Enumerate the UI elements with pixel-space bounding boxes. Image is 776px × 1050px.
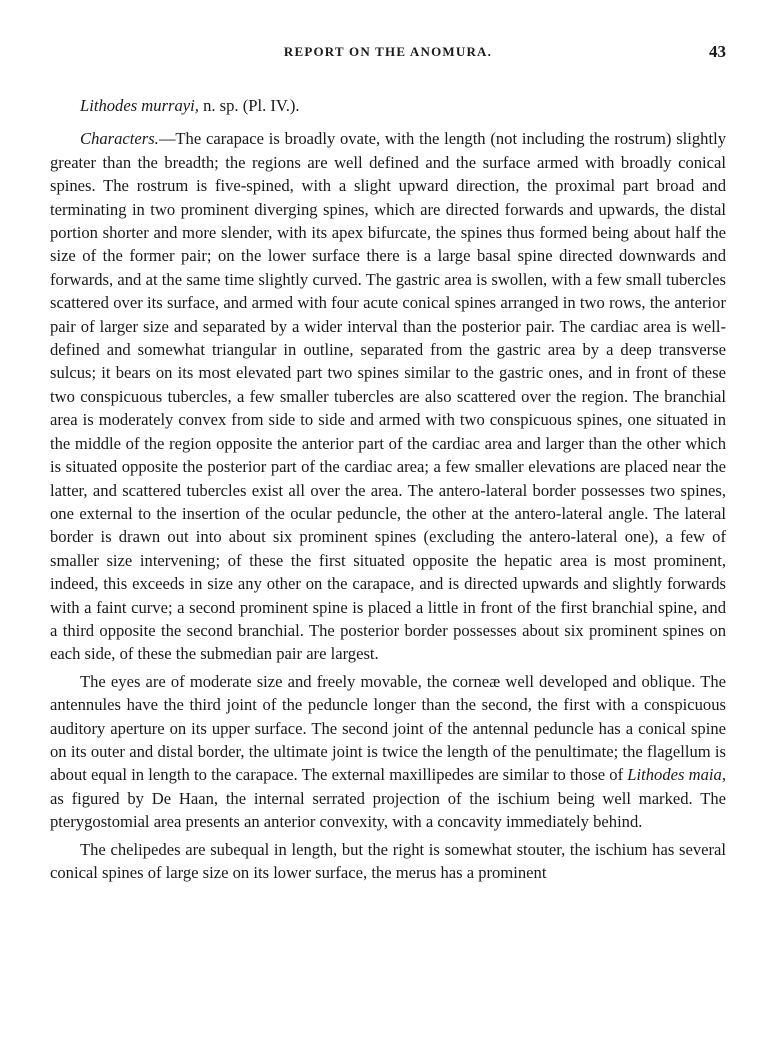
- paragraph-italic-species: Lithodes maia,: [627, 765, 726, 785]
- paragraph-text: The chelipedes are subequal in length, but the right is somewhat stouter, the ischium has several conical spines of large size on its lower surface, the merus has a prominent: [50, 839, 726, 882]
- body-text: [50, 94, 726, 888]
- species-plate-ref: n. sp. (Pl. IV.).: [198, 96, 300, 115]
- paragraph-text-before: The eyes are of moderate size and freely movable, the corneæ well developed and oblique. The antennules have the third joint of the peduncle longer than the second, the first with a conspicuous auditory aperture on its upper surface. The second joint of the antennal peduncle has a conical spine on its outer and distal border, the ultimate joint is twice the length of the penultimate; the flagellum is about equal in length to the carapace. The external maxillipedes are similar to those of: [50, 671, 726, 785]
- running-header: [50, 44, 726, 66]
- paragraph-text: —The carapace is broadly ovate, with the length (not including the rostrum) slightly greater than the breadth; the regions are well defined and the surface armed with broadly conical spines. The rostrum is five-spined, with a slight upward direction, the proximal part broad and terminating in two prominent diverging spines, which are directed forwards and upwards, the distal portion shorter and more slender, with its apex bifurcate, the spines thus formed being about half the size of the former pair; on the lower surface there is a large basal spine directed downwards and forwards, and at the same time slightly curved. The gastric area is swollen, with a few small tubercles scattered over its surface, and armed with four acute conical spines arranged in two rows, the anterior pair of larger size and separated by a wider interval than the posterior pair. The cardiac area is well-defined and somewhat triangular in outline, separated from the gastric area by a deep transverse sulcus; it bears on its most elevated part two spines similar to the gastric ones, and in front of these two conspicuous tubercles, a few smaller tubercles are also scattered over the region. The branchial area is moderately convex from side to side and armed with two conspicuous spines, one situated in the middle of the region opposite the anterior part of the cardiac area and larger than the other which is situated opposite the posterior part of the cardiac area; a few smaller elevations are placed near the latter, and scattered tubercles exist all over the area. The antero-lateral border possesses two spines, one external to the insertion of the ocular peduncle, the other at the antero-lateral angle. The lateral border is drawn out into about six prominent spines (excluding the antero-lateral one), a few of smaller size intervening; of these the first situated opposite the hepatic area is most prominent, indeed, this exceeds in size any other on the carapace, and is directed upwards and slightly forwards with a faint curve; a second prominent spine is placed a little in front of the first branchial spine, and a third opposite the second branchial. The posterior border possesses about six prominent spines on each side, of these the submedian pair are largest.: [50, 129, 726, 664]
- paragraph-chelipedes: [50, 838, 726, 885]
- paragraph-lead: Characters.: [80, 129, 159, 149]
- species-name: Lithodes murrayi,: [80, 96, 199, 115]
- paragraph-characters: [50, 127, 726, 665]
- paragraph-eyes-antennae: [50, 670, 726, 834]
- page-number: 43: [709, 42, 726, 61]
- paragraph-text-after: as figured by De Haan, the internal serrated projection of the ischium being well marked. The pterygostomial area presents an anterior convexity, with a concavity immediately behind.: [50, 788, 726, 832]
- running-title: REPORT ON THE ANOMURA.: [283, 44, 493, 59]
- species-heading: [50, 94, 726, 117]
